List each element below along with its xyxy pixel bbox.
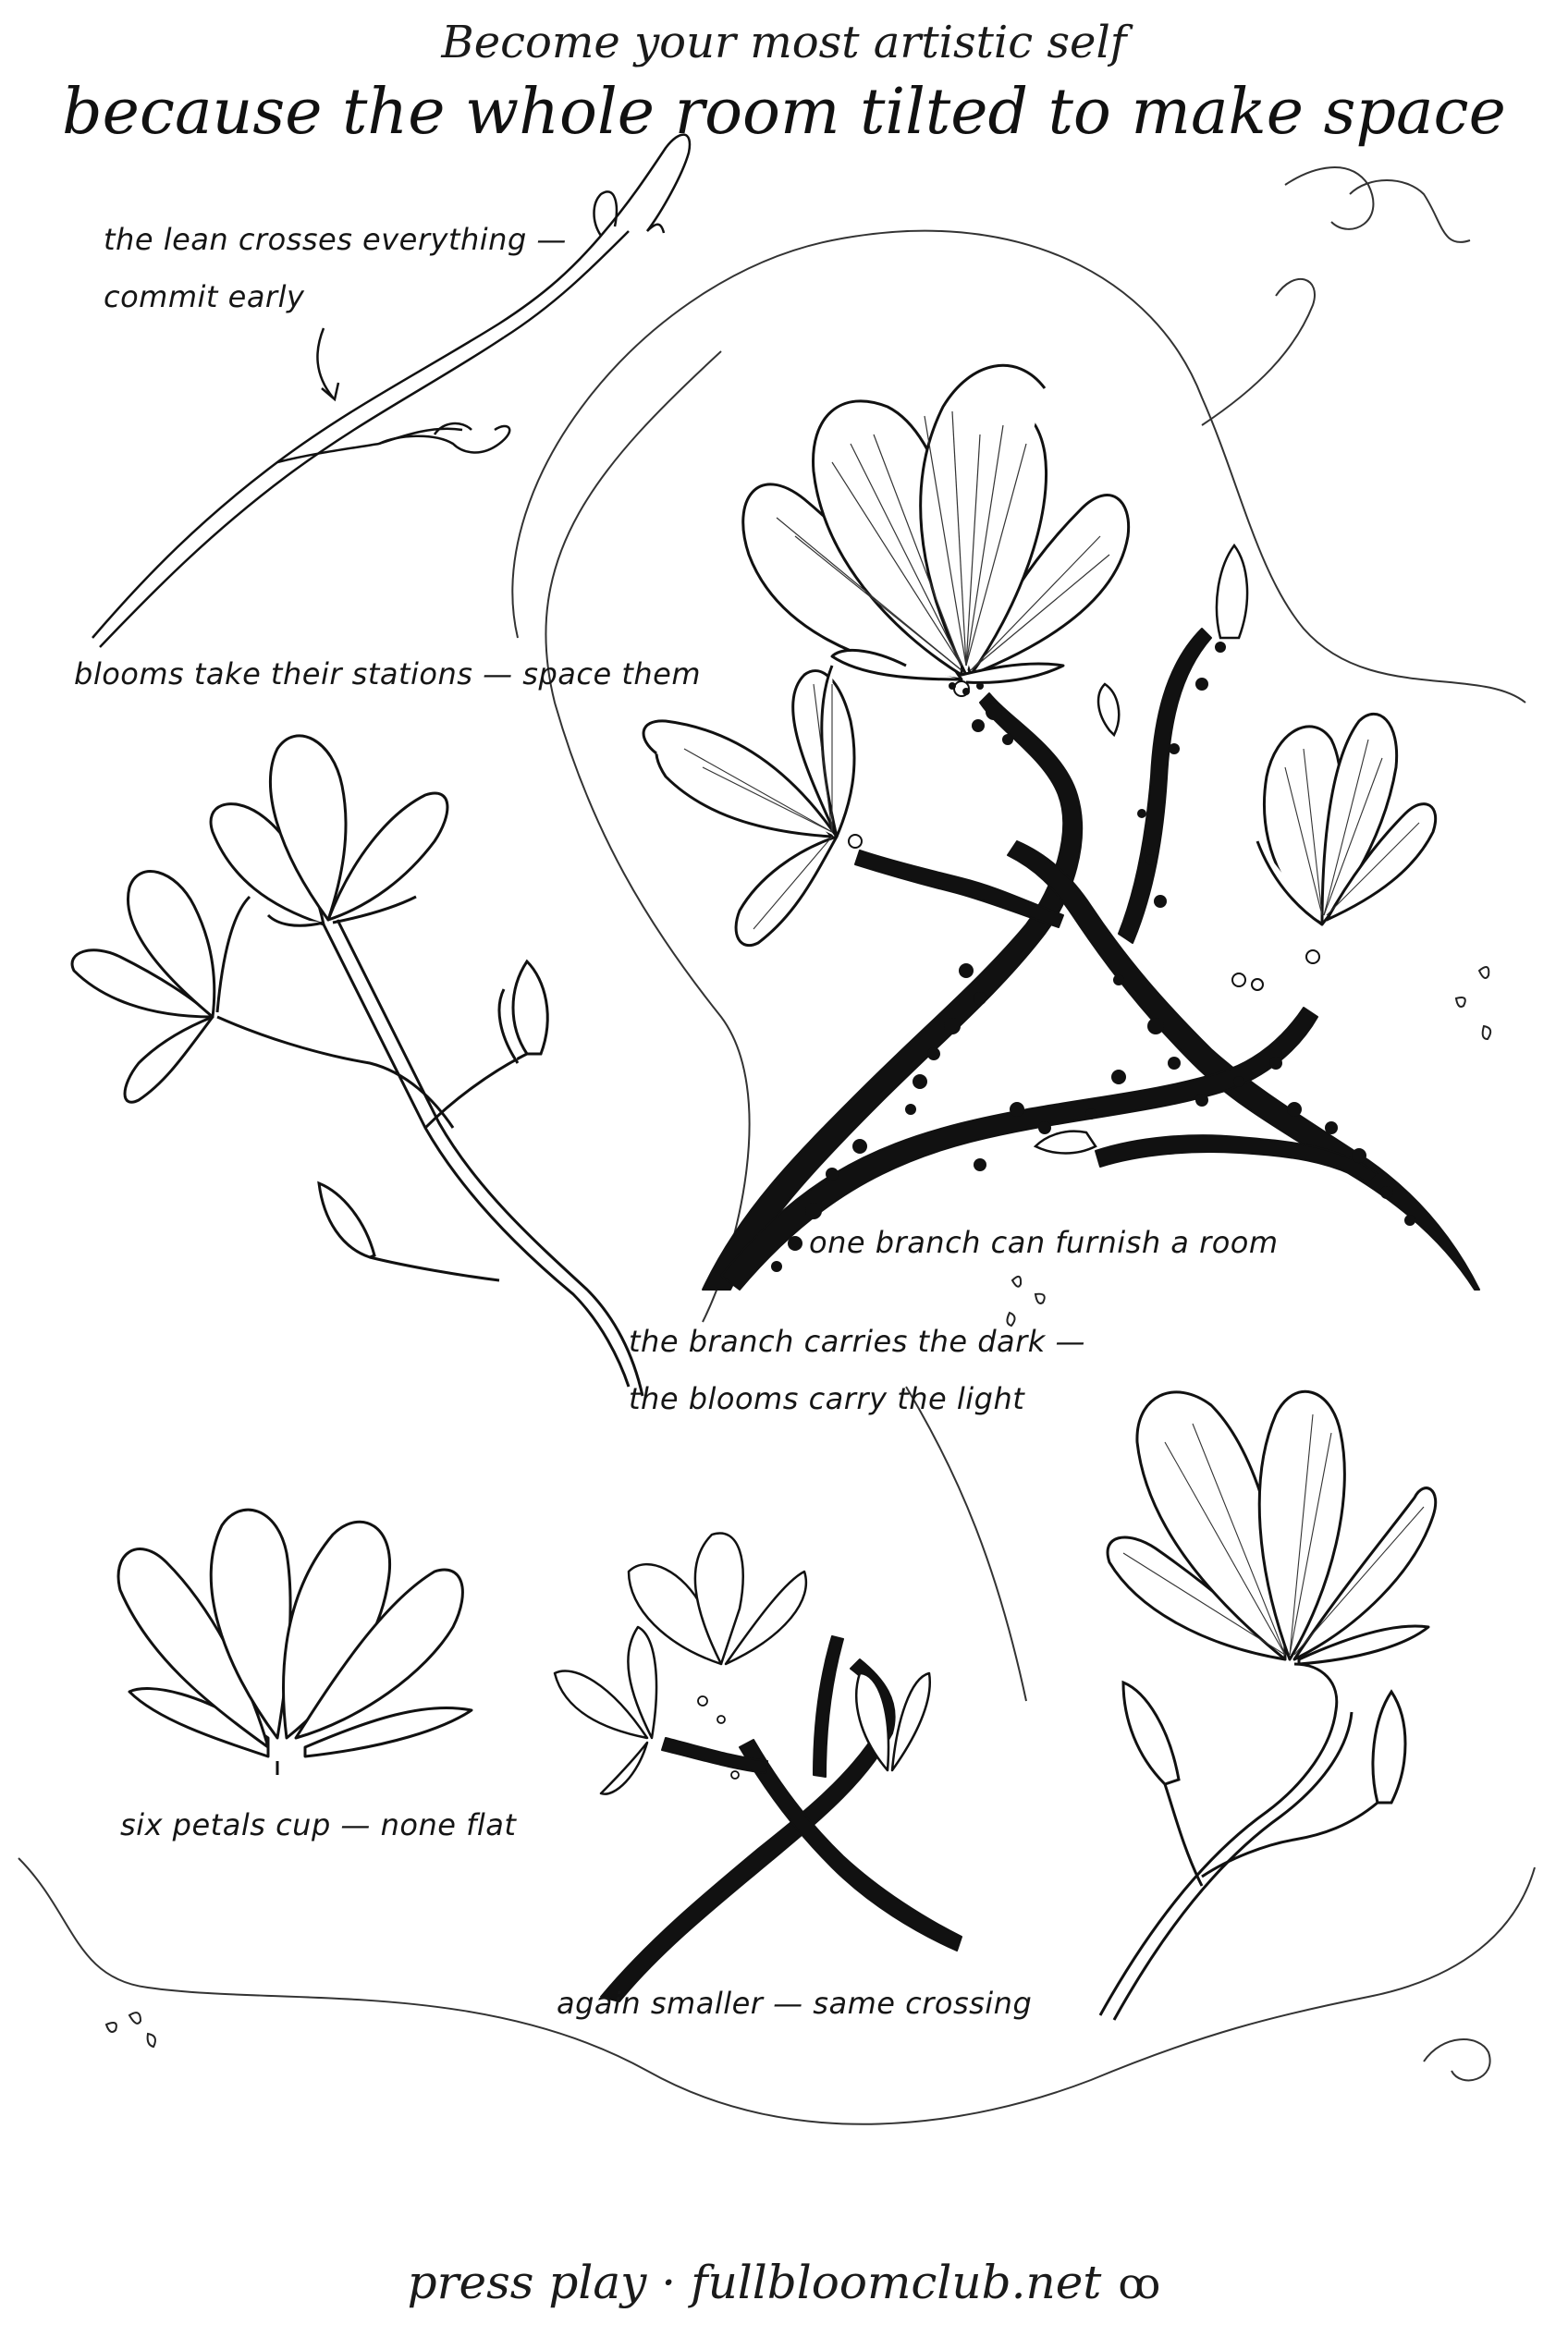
note-lean-line2: commit early (104, 279, 305, 314)
bare-branch-sketch (92, 135, 690, 647)
note-furnish: one branch can furnish a room (809, 1225, 1279, 1260)
large-magnolia-flower-top (743, 365, 1129, 682)
buds-lower-right (1123, 1682, 1405, 1803)
arrow-icon (317, 328, 338, 399)
infinity-flower-icon: ꝏ (1118, 2258, 1161, 2308)
magnolia-flower-right (1257, 714, 1436, 924)
magnolia-flower-lower-right (1108, 1391, 1436, 1664)
magnolia-branch-midleft (217, 846, 643, 1396)
magnolia-flower-midleft-left (72, 872, 250, 1103)
note-lean-line1: the lean crosses everything — (104, 222, 567, 257)
note-dark-line2: the blooms carry the light (629, 1381, 1025, 1416)
magnolia-flower-midleft-top (211, 736, 447, 925)
note-stations: blooms take their stations — space them (74, 656, 702, 691)
note-smaller: again smaller — same crossing (557, 1986, 1033, 2021)
note-petals: six petals cup — none flat (120, 1807, 517, 1842)
footer (0, 2256, 1568, 2309)
open-magnolia-lower-left (118, 1510, 472, 1775)
note-dark-line1: the branch carries the dark — (629, 1324, 1085, 1359)
magnolia-flower-left (643, 666, 854, 946)
footer-text: press play · fullbloomclub.net (407, 2256, 1102, 2309)
page-title: because the whole room tilted to make space (62, 76, 1506, 149)
page-subtitle: Become your most artistic self (441, 17, 1127, 68)
